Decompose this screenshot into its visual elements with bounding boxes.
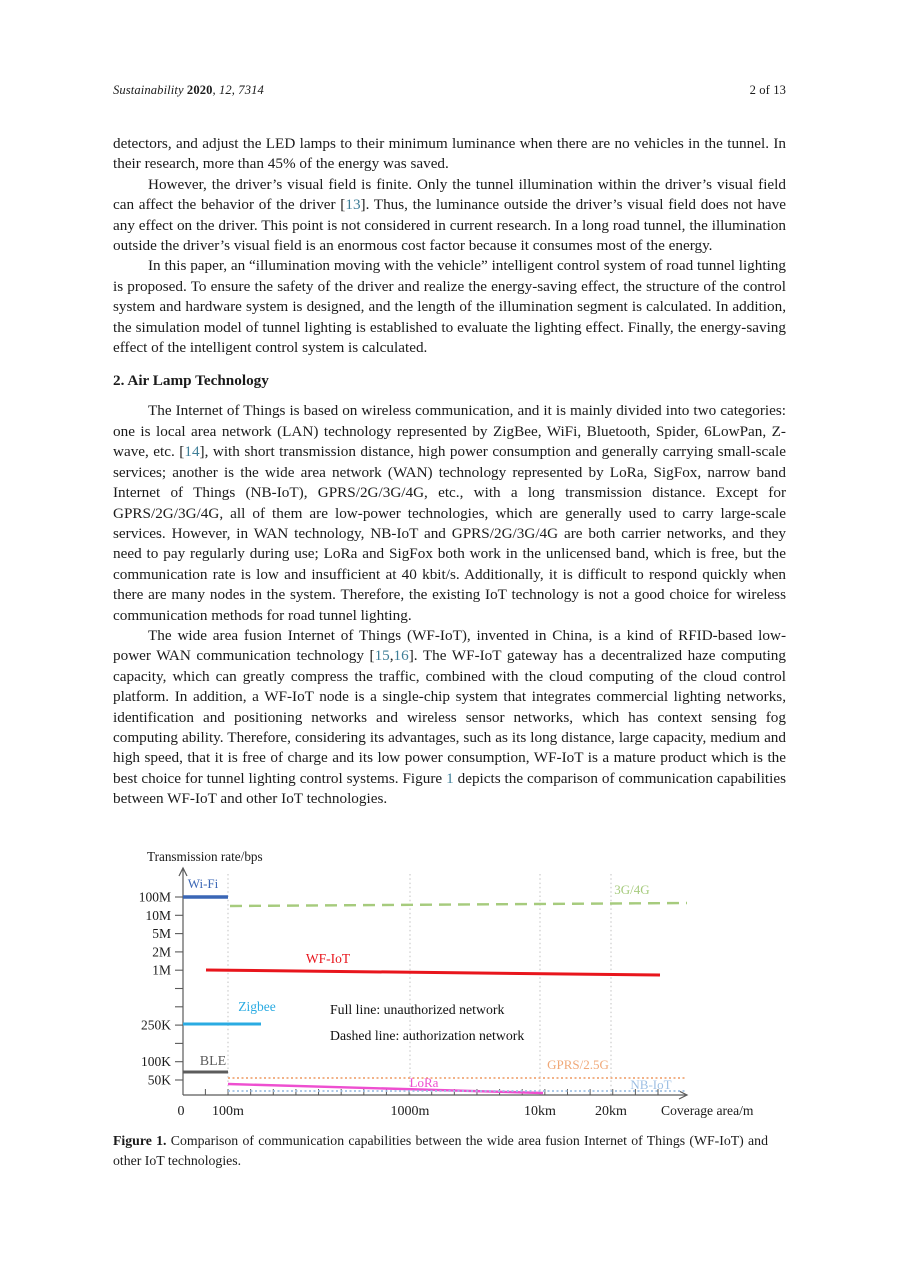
citation-link[interactable]: 1 — [446, 769, 454, 787]
y-axis-title: Transmission rate/bps — [147, 849, 263, 864]
x-tick-label: 1000m — [390, 1104, 430, 1119]
text-run: However, the driver’s visual field is finite. Only the tunnel illumination within the driver’s visual field can affect the behavior of the driver [ — [113, 175, 786, 214]
citation-link[interactable]: 15 — [374, 647, 390, 665]
figure-1-chart — [0, 845, 900, 1137]
text-run: ]. Thus, the luminance outside the driver’s visual field does not have any effect on the driver. This point is not considered in current research. In a long road tunnel, the illumination outside the driver’s visual field is an enormous cost factor because it consumes most of the energy. — [113, 196, 786, 255]
text-run: , — [389, 647, 394, 665]
y-tick-label: 100K — [141, 1054, 171, 1070]
figure-caption-label: Figure 1. — [113, 1133, 167, 1148]
x-tick-label: 20km — [595, 1104, 627, 1119]
communication-capability-chart — [0, 845, 900, 1137]
paragraph — [113, 401, 786, 625]
paragraph — [113, 256, 786, 358]
series-label-gprs-2-5g: GPRS/2.5G — [547, 1057, 609, 1072]
text-run: detectors, and adjust the LED lamps to their minimum luminance when there are no vehicles in the tunnel. In their research, more than 45% of the energy was saved. — [113, 135, 786, 173]
y-tick-label: 50K — [147, 1072, 171, 1088]
x-tick-label: 10km — [524, 1104, 556, 1119]
text-run: ]. The WF-IoT gateway has a decentralized haze computing capacity, which can greatly compress the traffic, combined with the cloud computing of the cloud control platform. In addition, a WF-IoT node is a single-chip system that integrates commercial lighting networks, identification and positioning networks and wireless sensor networks, which has context sensing fog computing ability. Therefore, considering its advantages, such as its long distance, large capacity, medium and high speed, that it is free of charge and its low power consumption, WF-IoT is a mature product which is the best choice for tunnel lighting control systems. Figure — [113, 647, 786, 787]
journal-year: 2020 — [186, 83, 213, 97]
series-label-ble: BLE — [199, 1054, 227, 1069]
section-heading: 2. Air Lamp Technology — [113, 372, 269, 390]
y-tick-label: 1M — [152, 962, 171, 978]
series-label-wi-fi: Wi-Fi — [187, 876, 219, 891]
series-label-zigbee: Zigbee — [238, 999, 276, 1014]
legend-note: Dashed line: authorization network — [330, 1028, 525, 1043]
x-axis-title: Coverage area/m — [661, 1103, 754, 1118]
series-line-wf-iot — [206, 970, 660, 975]
paragraph — [113, 626, 786, 810]
series-label-wf-iot: WF-IoT — [305, 951, 351, 966]
y-tick-label: 100M — [138, 889, 171, 905]
y-tick-label: 5M — [152, 926, 171, 942]
x-tick-label: 0 — [177, 1104, 185, 1119]
paragraph — [113, 175, 786, 257]
y-tick-label: 10M — [145, 907, 171, 923]
article-body — [113, 134, 786, 810]
journal-reference — [113, 83, 264, 98]
series-label-3g-4g: 3G/4G — [614, 882, 650, 897]
x-tick-label: 100m — [212, 1104, 244, 1119]
journal-volume-pages: , 12, 7314 — [212, 83, 264, 97]
citation-link[interactable]: 14 — [184, 443, 200, 461]
intro-paragraphs — [113, 134, 786, 358]
y-tick-label: 250K — [141, 1017, 171, 1033]
text-run: The wide area fusion Internet of Things (WF-IoT), invented in China, is a kind of RFID-based low-power WAN communication technology [ — [113, 626, 786, 665]
paragraph — [113, 134, 786, 175]
series-label-lora: LoRa — [409, 1075, 439, 1090]
legend-note: Full line: unauthorized network — [330, 1002, 505, 1017]
running-header — [113, 83, 786, 98]
y-tick-label: 2M — [152, 944, 171, 960]
section-paragraphs — [113, 401, 786, 809]
citation-link[interactable]: 16 — [393, 647, 409, 665]
page-number: 2 of 13 — [749, 83, 786, 97]
journal-name: Sustainability — [113, 83, 184, 97]
text-run: In this paper, an “illumination moving with the vehicle” intelligent control system of road tunnel lighting is proposed. To ensure the safety of the driver and realize the energy-saving effect, the structure of the control system and hardware system is designed, and the length of the illumination segment is calculated. In addition, the simulation model of tunnel lighting is established to evaluate the lighting effect. Finally, the energy-saving effect of the intelligent control system is calculated. — [113, 257, 786, 357]
text-run: The Internet of Things is based on wireless communication, and it is mainly divided into two categories: one is local area network (LAN) technology represented by ZigBee, WiFi, Bluetooth, Spider, 6LowPan, Z-wave, etc. [ — [113, 402, 786, 461]
figure-caption-text: Comparison of communication capabilities between the wide area fusion Internet of Things (WF-IoT) and other IoT technologies. — [113, 1133, 768, 1168]
text-run: depicts the comparison of communication capabilities between WF-IoT and other IoT technologies. — [113, 769, 787, 808]
text-run: ], with short transmission distance, high power consumption and generally carrying small-scale services; another is the wide area network (WAN) technology represented by LoRa, SigFox, narrow band Internet of Things (NB-IoT), GPRS/2G/3G/4G, etc., with a long transmission distance. Except for GPRS/2G/3G/4G, all of them are low-power technologies, which are generally used to carry large-scale services. However, in WAN technology, NB-IoT and GPRS/2G/3G/4G are both carrier networks, and they need to pay regularly during use; LoRa and SigFox both work in the unlicensed band, which is free, but the communication rate is low and insufficient at 40 kbit/s. Additionally, it is difficult to respond quickly when there are many nodes in the system. Therefore, the existing IoT technology is not a good choice for wireless communication methods for road tunnel lighting. — [113, 443, 786, 624]
figure-caption — [113, 1131, 768, 1170]
series-label-nb-iot: NB-IoT — [630, 1077, 672, 1092]
series-line-3g-4g — [230, 903, 687, 906]
citation-link[interactable]: 13 — [345, 196, 361, 214]
